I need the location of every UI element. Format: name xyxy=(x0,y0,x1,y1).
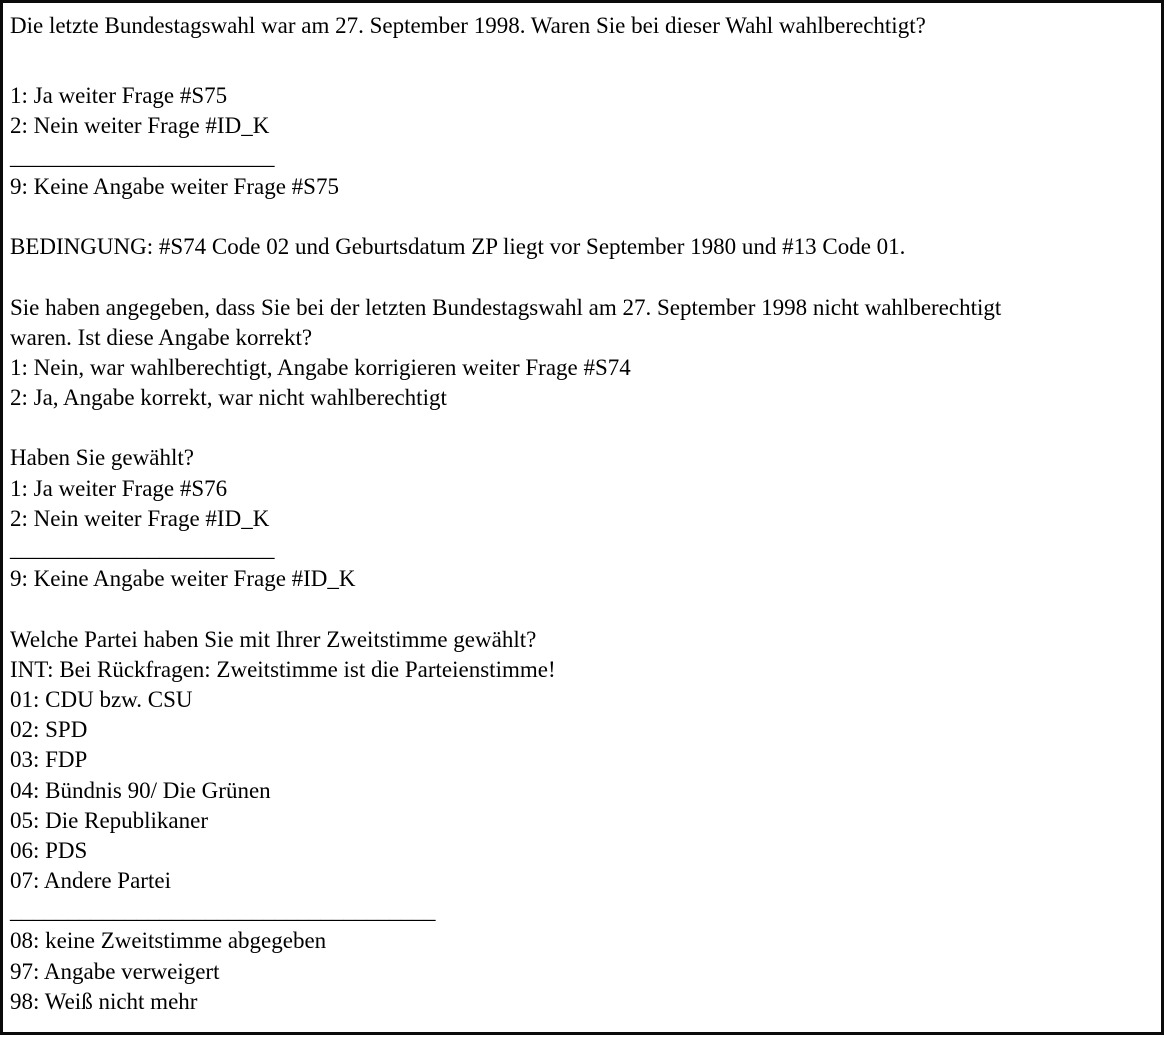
option-line: 9: Keine Angabe weiter Frage #S75 xyxy=(10,173,339,199)
option-line: 01: CDU bzw. CSU xyxy=(10,686,193,712)
blank-line xyxy=(10,262,1157,292)
question-line: Die letzte Bundestagswahl war am 27. September 1998. Waren Sie bei dieser Wahl wahlberechtigt? xyxy=(10,13,926,38)
option-line: 07: Andere Partei xyxy=(10,868,171,894)
option-line: 97: Angabe verweigert xyxy=(10,958,220,984)
instruction-line: INT: Bei Rückfragen: Zweitstimme ist die Parteienstimme! xyxy=(10,656,556,682)
blank-line xyxy=(10,202,1157,232)
option-line: 1: Ja weiter Frage #S75 xyxy=(10,83,228,109)
separator-line: _____________________________________ xyxy=(10,898,436,924)
question-line: Haben Sie gewählt? xyxy=(10,445,194,471)
option-line: 9: Keine Angabe weiter Frage #ID_K xyxy=(10,566,356,592)
option-line: 98: Weiß nicht mehr xyxy=(10,988,198,1014)
question-line: waren. Ist diese Angabe korrekt? xyxy=(10,324,313,350)
blank-line xyxy=(10,413,1157,443)
option-line: 06: PDS xyxy=(10,837,88,863)
blank-large-line xyxy=(10,41,1157,81)
option-line: 02: SPD xyxy=(10,717,88,743)
option-line: 2: Nein weiter Frage #ID_K xyxy=(10,505,270,531)
question-line: Welche Partei haben Sie mit Ihrer Zweitstimme gewählt? xyxy=(10,626,537,652)
option-line: 1: Nein, war wahlberechtigt, Angabe korrigieren weiter Frage #S74 xyxy=(10,354,631,380)
option-line: 08: keine Zweitstimme abgegeben xyxy=(10,928,327,954)
blank-line xyxy=(10,594,1157,624)
option-line: 05: Die Republikaner xyxy=(10,807,209,833)
option-line: 2: Ja, Angabe korrekt, war nicht wahlberechtigt xyxy=(10,385,447,411)
separator-line: _______________________ xyxy=(10,536,275,561)
question-line: Sie haben angegeben, dass Sie bei der letzten Bundestagswahl am 27. September 1998 nicht wahlberechtigt xyxy=(10,294,1002,320)
document-content xyxy=(10,11,1157,1017)
option-line: 1: Ja weiter Frage #S76 xyxy=(10,475,228,501)
option-line: 2: Nein weiter Frage #ID_K xyxy=(10,113,270,139)
option-line: 03: FDP xyxy=(10,747,88,773)
option-line: 04: Bündnis 90/ Die Grünen xyxy=(10,777,271,803)
condition-line: BEDINGUNG: #S74 Code 02 und Geburtsdatum ZP liegt vor September 1980 und #13 Code 01. xyxy=(10,234,906,260)
separator-line: _______________________ xyxy=(10,143,275,169)
